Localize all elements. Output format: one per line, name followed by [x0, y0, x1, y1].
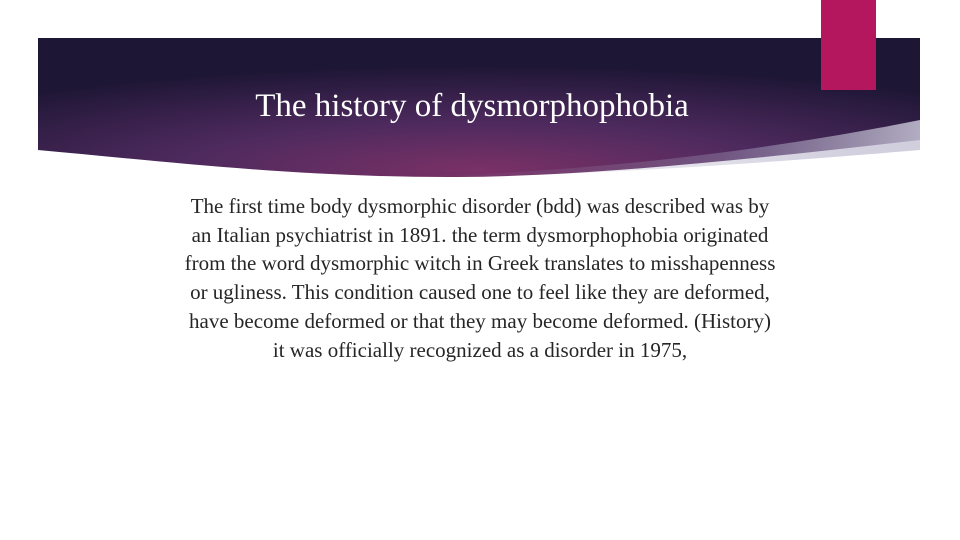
slide-body — [60, 192, 900, 364]
body-line: The first time body dysmorphic disorder (bdd) was described was by — [190, 194, 770, 218]
accent-tab — [821, 0, 876, 90]
body-line: from the word dysmorphic witch in Greek translates to misshapenness — [184, 251, 776, 276]
slide-title: The history of dysmorphophobia — [255, 88, 689, 124]
body-line: it was officially recognized as a disorder in 1975, — [272, 337, 688, 362]
body-line: an Italian psychiatrist in 1891. the term dysmorphophobia originated — [191, 222, 769, 247]
body-line: or ugliness. This condition caused one to feel like they are deformed, — [190, 280, 770, 305]
body-line: have become deformed or that they may become deformed. (History) — [189, 308, 771, 333]
